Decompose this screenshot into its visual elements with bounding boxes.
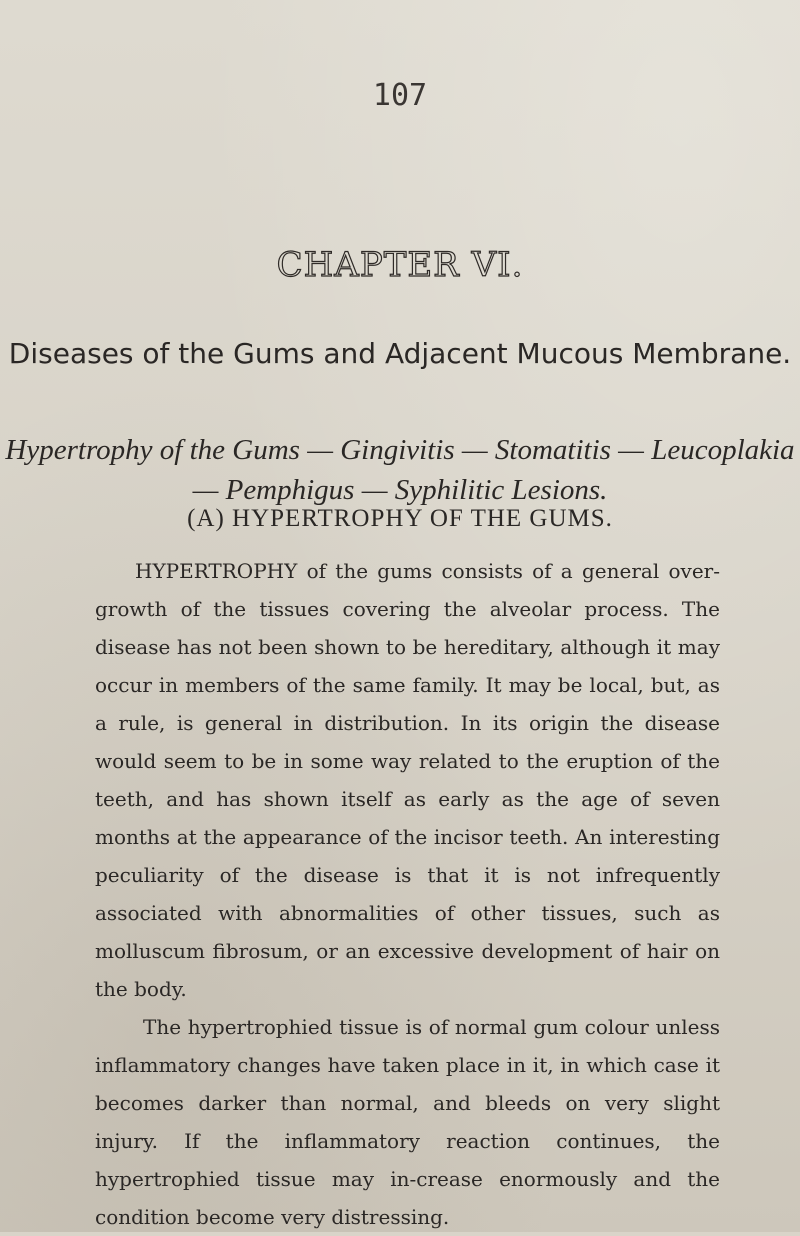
chapter-topics: Hypertrophy of the Gums — Gingivitis — Stomatitis — Leucoplakia — Pemphigus — Syphilitic Lesions. (5, 434, 795, 506)
section-heading: (A) HYPERTROPHY OF THE GUMS. (187, 505, 613, 532)
paragraph: HYPERTROPHY of the gums consists of a general over-growth of the tissues covering the alveolar process. The disease has not been shown to be hereditary, although it may occur in members of the same family. It may be local, but, as a rule, is general in distribution. In its origin the disease would seem to be in some way related to the eruption of the teeth, and has shown itself as early as the age of seven months at the appearance of the incisor teeth. An interesting peculiarity of the disease is that it is not infrequently associated with abnormalities of other tissues, such as molluscum fibrosum, or an excessive development of hair on the body. (95, 559, 720, 1001)
paragraph: The hypertrophied tissue is of normal gum colour unless inflammatory changes have taken place in it, in which case it becomes darker than normal, and bleeds on very slight injury. If the inflammatory reaction continues, the hypertrophied tissue may in-crease enormously and the condition become very distressing. (95, 1015, 720, 1229)
body-text (95, 552, 720, 1236)
chapter-title: CHAPTER VI. (276, 245, 524, 285)
page-number: 107 (372, 78, 428, 113)
chapter-subtitle: Diseases of the Gums and Adjacent Mucous Membrane. (8, 337, 792, 370)
